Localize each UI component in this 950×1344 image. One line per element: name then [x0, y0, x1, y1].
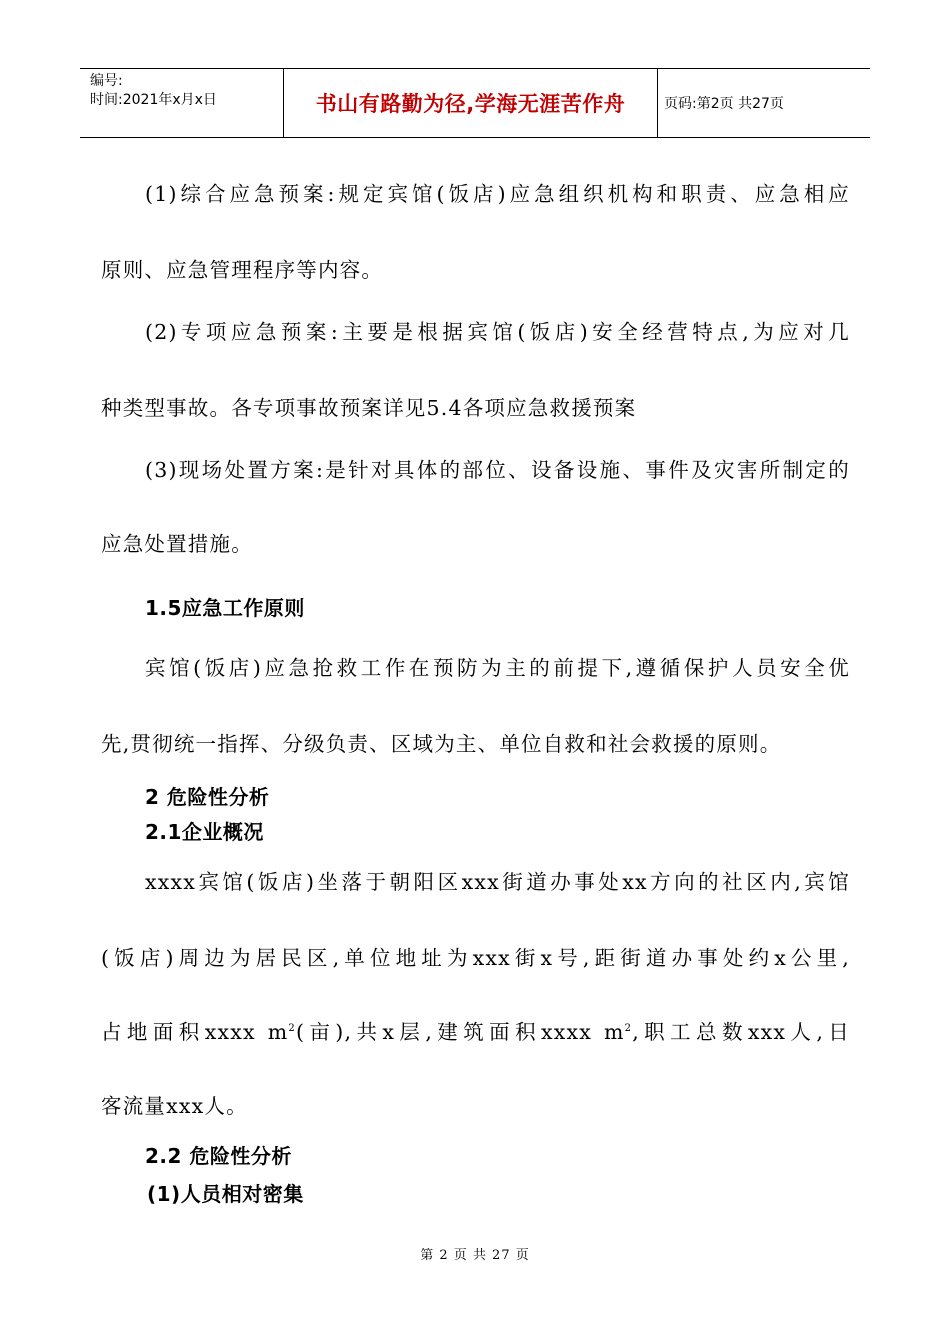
area-text-c: ,职工总数xxx人,日	[632, 1020, 850, 1044]
paragraph-5-line-2: (饭店)周边为居民区,单位地址为xxx街x号,距街道办事处约x公里,	[101, 946, 850, 970]
paragraph-5-line-4: 客流量xxx人。	[101, 1094, 248, 1118]
area-superscript-2: 2	[624, 1023, 633, 1035]
heading-2-2-1: (1)人员相对密集	[147, 1182, 304, 1206]
paragraph-4-line-2: 先,贯彻统一指挥、分级负责、区域为主、单位自救和社会救援的原则。	[101, 732, 782, 756]
paragraph-3-line-2: 应急处置措施。	[101, 532, 253, 556]
heading-2-2: 2.2 危险性分析	[145, 1144, 292, 1168]
paragraph-2-line-1: (2)专项应急预案:主要是根据宾馆(饭店)安全经营特点,为应对几	[145, 320, 850, 344]
page-footer: 第 2 页 共 27 页	[420, 1248, 530, 1263]
heading-2: 2 危险性分析	[145, 785, 270, 809]
header-motto: 书山有路勤为径,学海无涯苦作舟	[283, 69, 658, 137]
paragraph-3-line-1: (3)现场处置方案:是针对具体的部位、设备设施、事件及灾害所制定的	[145, 458, 850, 482]
heading-2-1: 2.1企业概况	[145, 820, 264, 844]
area-text-a: 占地面积xxxx m	[101, 1020, 289, 1044]
header-meta	[80, 69, 283, 137]
heading-1-5: 1.5应急工作原则	[145, 596, 305, 620]
paragraph-5-line-3	[101, 1020, 850, 1044]
paragraph-1-line-2: 原则、应急管理程序等内容。	[101, 258, 384, 282]
document-time-label: 时间:2021年x月x日	[90, 92, 217, 108]
paragraph-1-line-1: (1)综合应急预案:规定宾馆(饭店)应急组织机构和职责、应急相应	[145, 182, 850, 206]
paragraph-4-line-1: 宾馆(饭店)应急抢救工作在预防为主的前提下,遵循保护人员安全优	[145, 656, 850, 680]
paragraph-2-line-2: 种类型事故。各专项事故预案详见5.4各项应急救援预案	[101, 396, 637, 420]
header-page-info: 页码:第2页 共27页	[664, 96, 784, 112]
document-number-label: 编号:	[90, 73, 123, 89]
page-header	[80, 68, 870, 138]
area-superscript: 2	[288, 1023, 296, 1035]
paragraph-5-line-1: xxxx宾馆(饭店)坐落于朝阳区xxx街道办事处xx方向的社区内,宾馆	[145, 870, 850, 894]
area-text-b: (亩),共x层,建筑面积xxxx m	[295, 1020, 625, 1044]
